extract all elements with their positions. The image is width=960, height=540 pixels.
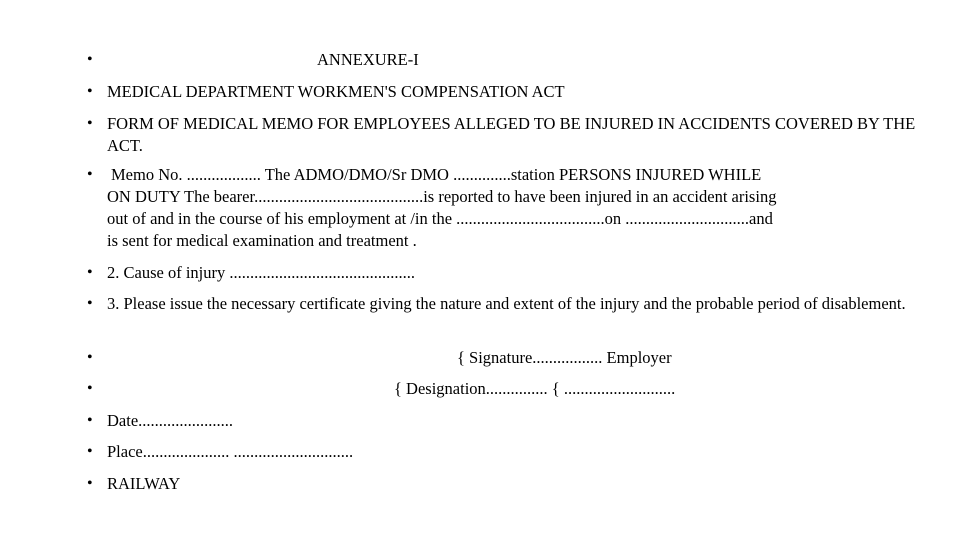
bullet-icon: • xyxy=(87,295,93,312)
cause-of-injury: 2. Cause of injury ............................................. xyxy=(107,263,415,282)
bullet-icon: • xyxy=(87,166,93,183)
bullet-icon: • xyxy=(87,83,93,100)
memo-line-3: out of and in the course of his employment at /in the ....................................on ..............................and xyxy=(107,209,773,228)
bullet-icon: • xyxy=(87,115,93,132)
railway-label: RAILWAY xyxy=(107,474,181,493)
place-line: Place..................... ............................. xyxy=(107,442,354,461)
signature-line: { Signature................. Employer xyxy=(457,348,672,367)
memo-line-1: Memo No. .................. The ADMO/DMO/Sr DMO ..............station PERSONS INJURED WHILE xyxy=(111,165,762,184)
annexure-title: ANNEXURE-I xyxy=(317,50,419,69)
date-line: Date....................... xyxy=(107,411,234,430)
department-heading: MEDICAL DEPARTMENT WORKMEN'S COMPENSATION ACT xyxy=(107,82,565,101)
bullet-icon: • xyxy=(87,349,93,366)
memo-line-2: ON DUTY The bearer.........................................is reported to have been injured in an accident arising xyxy=(107,187,777,206)
bullet-icon: • xyxy=(87,443,93,460)
certificate-request: 3. Please issue the necessary certificate giving the nature and extent of the injury and the probable period of disablement. xyxy=(107,294,906,313)
bullet-icon: • xyxy=(87,51,93,68)
designation-line: { Designation............... { ........................... xyxy=(394,379,676,398)
form-heading: FORM OF MEDICAL MEMO FOR EMPLOYEES ALLEGED TO BE INJURED IN ACCIDENTS COVERED BY THE ACT. xyxy=(107,114,916,155)
bullet-icon: • xyxy=(87,380,93,397)
bullet-icon: • xyxy=(87,412,93,429)
bullet-icon: • xyxy=(87,475,93,492)
bullet-icon: • xyxy=(87,264,93,281)
memo-line-4: is sent for medical examination and treatment . xyxy=(107,231,417,250)
